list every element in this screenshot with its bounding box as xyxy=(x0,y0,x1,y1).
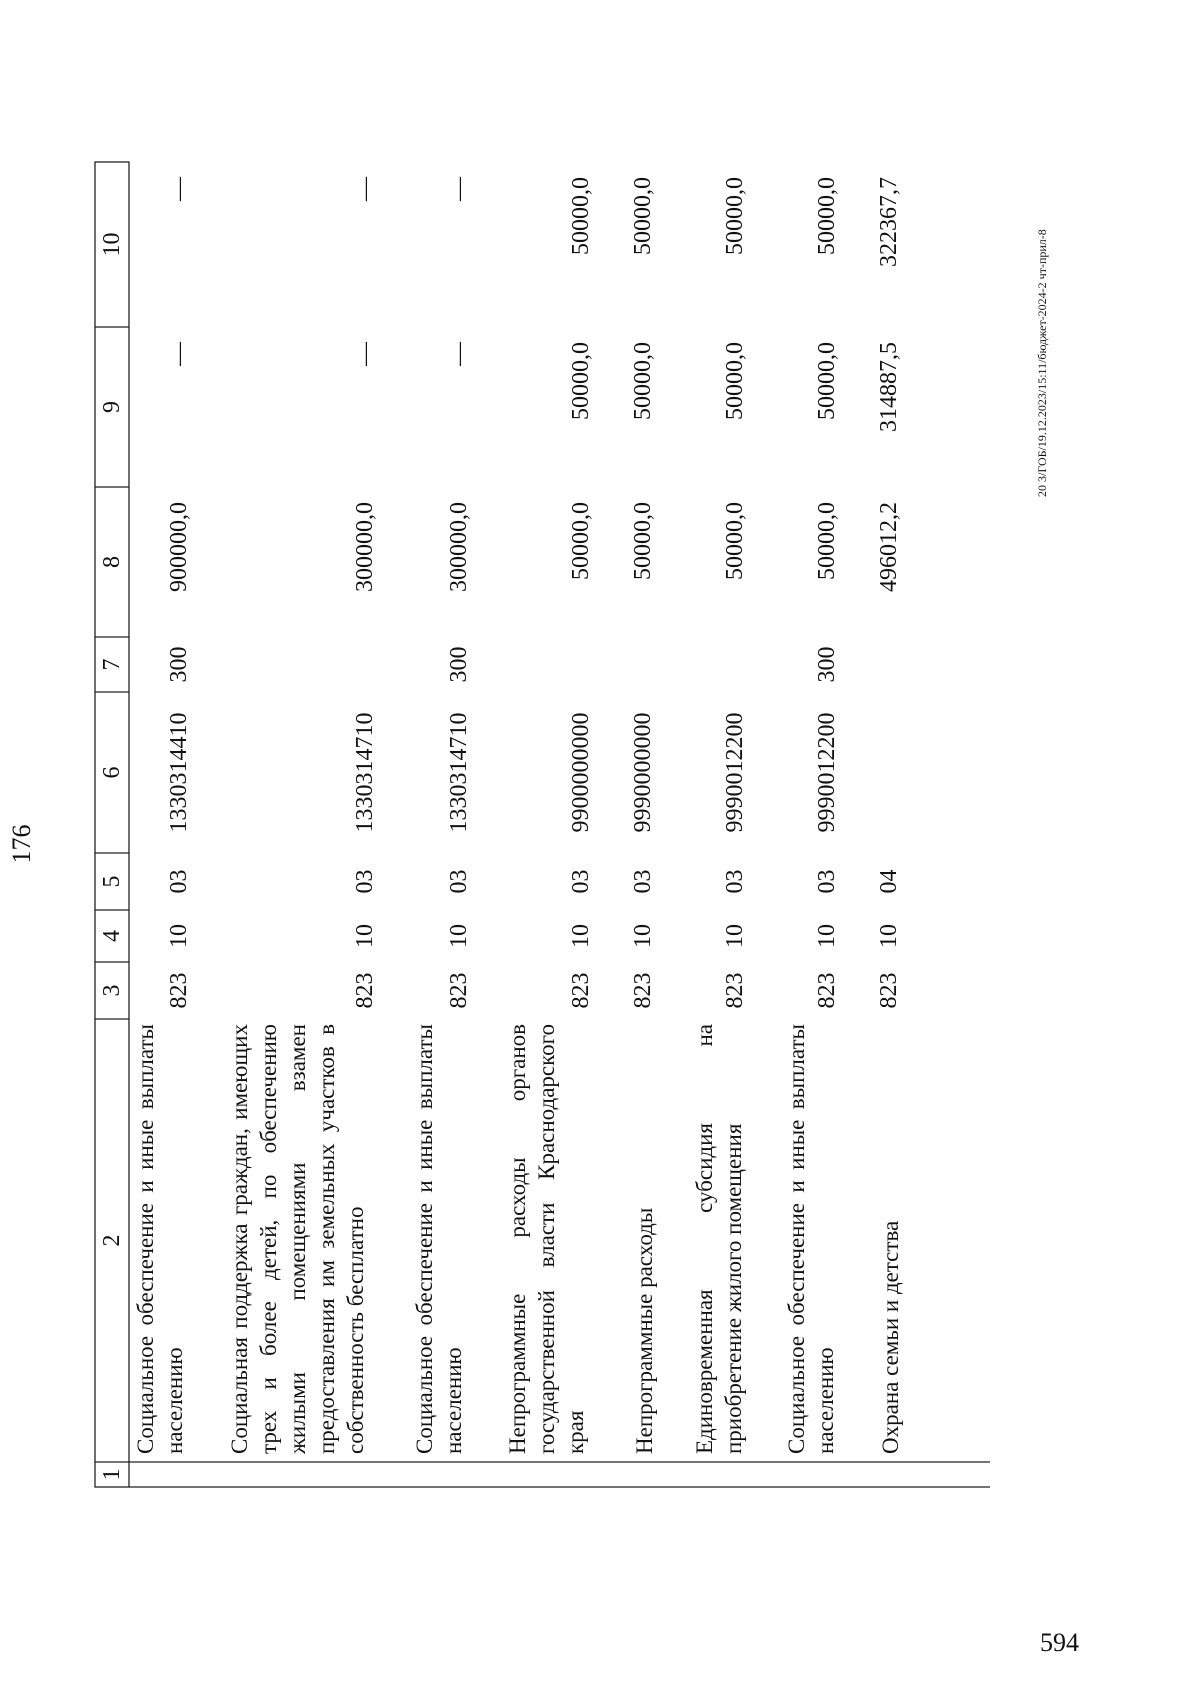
header-col-6: 6 xyxy=(99,766,125,779)
cell-c10: 50000,0 xyxy=(630,177,656,255)
cell-c5: 03 xyxy=(166,869,192,894)
cell-c9: 50000,0 xyxy=(568,342,594,420)
header-col-4: 4 xyxy=(99,930,125,942)
header-col-8: 8 xyxy=(99,556,125,568)
header-col-1: 1 xyxy=(99,1468,125,1481)
cell-c10: 50000,0 xyxy=(568,177,594,255)
cell-c4: 10 xyxy=(630,924,656,948)
cell-c9: 50000,0 xyxy=(630,342,656,420)
cell-c3: 823 xyxy=(630,972,656,1009)
cell-c4: 10 xyxy=(722,924,748,948)
cell-c10: — xyxy=(446,177,472,201)
row-name: Социальная поддержка граждан, имеющих трех и более детей, по обеспечению жилыми помещениями взамен предоставления им земельных участков в собственность бесплатно xyxy=(227,1024,368,1454)
row-name: Социальное обеспечение и иные выплаты населению xyxy=(133,1024,187,1454)
cell-c10: — xyxy=(352,177,378,201)
header-col-7: 7 xyxy=(99,658,125,671)
cell-c9: — xyxy=(446,342,472,366)
cell-c8: 50000,0 xyxy=(722,502,748,580)
cell-c9: — xyxy=(352,342,378,366)
cell-c5: 03 xyxy=(446,869,472,894)
page-number-bottom: 594 xyxy=(1040,1628,1079,1657)
cell-c6: 1330314410 xyxy=(166,712,192,833)
cell-c7: 300 xyxy=(446,646,472,683)
cell-c9: — xyxy=(166,342,192,366)
row-name: Охрана семьи и детства xyxy=(878,1220,903,1454)
cell-c5: 03 xyxy=(352,869,378,894)
cell-c3: 823 xyxy=(876,972,902,1009)
cell-c4: 10 xyxy=(446,924,472,948)
cell-c6: 9990012200 xyxy=(722,712,748,833)
cell-c4: 10 xyxy=(352,924,378,948)
row-name: Непрограммные расходы органов государственной власти Краснодарского края xyxy=(505,1024,588,1454)
cell-c10: 50000,0 xyxy=(814,177,840,255)
cell-c7: 300 xyxy=(814,646,840,683)
cell-c5: 03 xyxy=(568,869,594,894)
cell-c4: 10 xyxy=(814,924,840,948)
cell-c10: 50000,0 xyxy=(722,177,748,255)
cell-c3: 823 xyxy=(352,972,378,1009)
cell-c8: 496012,2 xyxy=(876,502,902,592)
header-col-3: 3 xyxy=(99,984,125,997)
cell-c5: 03 xyxy=(814,869,840,894)
page-number-top: 176 xyxy=(7,824,36,864)
cell-c6: 9990012200 xyxy=(814,712,840,833)
cell-c5: 03 xyxy=(630,869,656,894)
cell-c4: 10 xyxy=(166,924,192,948)
cell-c3: 823 xyxy=(814,972,840,1009)
cell-c8: 900000,0 xyxy=(166,502,192,592)
cell-c5: 04 xyxy=(876,869,902,894)
cell-c6: 1330314710 xyxy=(352,712,378,833)
header-col-10: 10 xyxy=(99,232,125,257)
document-id-footer: 20 3/ГОБ/19.12.2023/15:11/бюджет-2024-2 чт-прил-8 xyxy=(1035,229,1049,497)
cell-c8: 300000,0 xyxy=(446,502,472,592)
cell-c8: 50000,0 xyxy=(630,502,656,580)
cell-c9: 50000,0 xyxy=(722,342,748,420)
cell-c9: 314887,5 xyxy=(876,342,902,432)
cell-c3: 823 xyxy=(446,972,472,1009)
cell-c9: 50000,0 xyxy=(814,342,840,420)
row-name: Единовременная субсидия на приобретение жилого помещения xyxy=(692,1024,746,1454)
cell-c3: 823 xyxy=(166,972,192,1009)
cell-c7: 300 xyxy=(166,646,192,683)
cell-c10: — xyxy=(166,177,192,201)
header-col-9: 9 xyxy=(99,401,125,413)
row-name: Непрограммные расходы xyxy=(632,1207,657,1454)
row-name: Социальное обеспечение и иные выплаты населению xyxy=(784,1024,838,1454)
cell-c10: 322367,7 xyxy=(876,177,902,267)
cell-c8: 300000,0 xyxy=(352,502,378,592)
row-name: Социальное обеспечение и иные выплаты населению xyxy=(412,1024,466,1454)
cell-c3: 823 xyxy=(568,972,594,1009)
cell-c4: 10 xyxy=(568,924,594,948)
cell-c3: 823 xyxy=(722,972,748,1009)
cell-c4: 10 xyxy=(876,924,902,948)
cell-c6: 9900000000 xyxy=(568,712,594,833)
header-col-5: 5 xyxy=(99,875,125,888)
cell-c6: 1330314710 xyxy=(446,712,472,833)
cell-c6: 9990000000 xyxy=(630,712,656,833)
cell-c8: 50000,0 xyxy=(568,502,594,580)
cell-c8: 50000,0 xyxy=(814,502,840,580)
cell-c5: 03 xyxy=(722,869,748,894)
header-col-2: 2 xyxy=(99,1234,125,1247)
